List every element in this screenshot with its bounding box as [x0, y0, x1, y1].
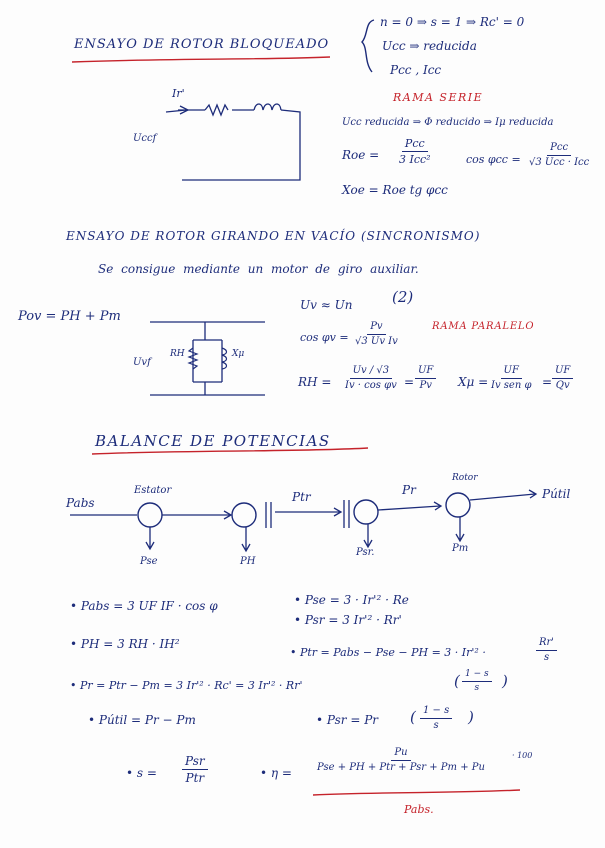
ucc-reduced-line: Ucc reducida ⇒ Φ reducido ⇒ Iμ reducida — [342, 117, 554, 128]
pov-equation: Pov = PH + Pm — [18, 309, 121, 324]
eq-s-numerator: Psr — [182, 755, 208, 770]
eq-s-lhs: • s = — [126, 766, 157, 780]
circuit-uvf-label: Uvf — [133, 357, 151, 368]
eq-eta-fraction — [314, 748, 488, 773]
eq-psr2-paren-open: ( — [410, 708, 416, 726]
flow-label-estator: Estator — [134, 485, 172, 496]
xoe-equation: Xoe = Roe tg φcc — [342, 183, 448, 197]
eq-pabs: • Pabs = 3 UF IF · cos φ — [70, 599, 218, 613]
eq-ptr: • Ptr = Pabs − Pse − PH = 3 · Ir'² · — [290, 646, 486, 659]
eq-ptr-denominator: s — [543, 652, 550, 663]
marker-2: (2) — [392, 288, 414, 306]
rh-numerator-2: UF — [415, 366, 436, 379]
rh-equals: = — [404, 375, 415, 389]
rh-denominator: Iv · cos φv — [345, 380, 397, 391]
cos-cc-numerator: Pcc — [547, 143, 571, 156]
roe-denominator: 3 Icc² — [399, 153, 431, 166]
eq-ptr-numerator: Rr' — [536, 638, 557, 651]
cos-cc-lhs: cos φcc = — [466, 153, 521, 166]
cos-v-denominator: √3 Uv Iv — [355, 336, 398, 347]
rh-numerator: Uv / √3 — [350, 366, 393, 379]
roe-lhs: Roe = — [342, 148, 380, 162]
flow-label-pabs: Pabs — [66, 496, 95, 510]
section-title-balance: BALANCE DE POTENCIAS — [95, 432, 331, 450]
eq-s-denominator: Ptr — [185, 771, 205, 785]
eq-psr2-numerator: 1 − s — [420, 706, 452, 719]
eq-psr2-denominator: s — [433, 720, 439, 731]
eq-psr2-paren-close: ) — [468, 708, 474, 726]
roe-fraction — [396, 138, 434, 165]
cos-cc-fraction — [526, 143, 592, 168]
roe-numerator: Pcc — [402, 138, 428, 152]
condition-line-1: n = 0 ⇒ s = 1 ⇒ Rc' = 0 — [380, 15, 525, 29]
eq-pr-numerator: 1 − s — [462, 670, 492, 682]
eq-putil: • Pútil = Pr − Pm — [88, 713, 196, 727]
cos-v-lhs: cos φv = — [300, 331, 349, 344]
eq-ptr-fraction — [536, 638, 557, 663]
eq-ph: • PH = 3 RH · IH² — [70, 637, 180, 651]
xm-denominator-2: Qv — [555, 380, 570, 391]
condition-line-3: Pcc , Icc — [390, 63, 442, 77]
eq-eta-denominator: Pse + PH + Ptr + Psr + Pm + Pu — [317, 762, 485, 773]
flow-label-ptr: Ptr — [292, 490, 311, 504]
eq-pr-paren-close: ) — [502, 672, 508, 690]
xm-fraction-2 — [552, 366, 573, 391]
eq-psr2-fraction — [420, 706, 452, 731]
rh-lhs: RH = — [298, 375, 332, 389]
xm-numerator: UF — [501, 366, 522, 379]
eq-eta-lhs: • η = — [260, 766, 292, 780]
eq-eta-times-100: · 100 — [512, 751, 533, 760]
eq-psr-2: • Psr = Pr — [316, 713, 379, 727]
rh-fraction-2 — [415, 366, 436, 391]
section-title-rotor-vacio: ENSAYO DE ROTOR GIRANDO EN VACÍO (SINCRONISMO) — [66, 229, 481, 243]
circuit-uccf-label: Uccf — [133, 133, 157, 144]
xm-fraction — [488, 366, 534, 391]
cos-v-fraction — [352, 322, 401, 347]
label-rama-paralelo: RAMA PARALELO — [432, 321, 535, 332]
eq-pr-fraction — [462, 670, 492, 693]
flow-label-putil: Pútil — [542, 487, 571, 501]
flow-label-pse: Pse — [140, 556, 158, 567]
xm-numerator-2: UF — [552, 366, 573, 379]
eq-pr-denominator: s — [474, 683, 480, 693]
eq-pse: • Pse = 3 · Ir'² · Re — [294, 593, 409, 607]
flow-label-ph: PH — [240, 556, 256, 567]
eq-pr-paren-open: ( — [454, 672, 460, 690]
flow-label-pr: Pr — [402, 483, 416, 497]
xm-denominator: Iv sen φ — [491, 380, 532, 391]
cos-v-numerator: Pv — [367, 322, 385, 335]
eq-psr: • Psr = 3 Ir'² · Rr' — [294, 613, 402, 627]
flow-label-rotor: Rotor — [452, 473, 478, 483]
cos-cc-denominator: √3 Ucc · Icc — [529, 157, 590, 168]
circuit-ir-label: Ir' — [172, 87, 185, 100]
eq-eta-numerator: Pu — [391, 748, 410, 761]
eq-pr: • Pr = Ptr − Pm = 3 Ir'² · Rc' = 3 Ir'² · Rr' — [70, 679, 303, 692]
xm-equals: = — [542, 375, 553, 389]
section-title-rotor-bloqueado: ENSAYO DE ROTOR BLOQUEADO — [74, 37, 330, 52]
xm-lhs: Xμ = — [458, 375, 489, 389]
circuit-rh-label: RH — [170, 349, 185, 359]
rh-fraction — [342, 366, 400, 391]
eq-eta-pabs-label: Pabs. — [404, 803, 434, 816]
flow-label-pm: Pm — [452, 543, 469, 554]
eq-s-fraction — [182, 755, 208, 784]
uv-approx-un: Uv ≈ Un — [300, 298, 353, 312]
circuit-xm-label: Xμ — [232, 349, 245, 359]
condition-line-2: Ucc ⇒ reducida — [382, 39, 477, 53]
label-rama-serie: RAMA SERIE — [393, 91, 484, 104]
flow-label-psr: Psr. — [356, 547, 375, 558]
auxiliary-motor-line: Se consigue mediante un motor de giro auxiliar. — [98, 262, 419, 276]
rh-denominator-2: Pv — [419, 380, 432, 391]
